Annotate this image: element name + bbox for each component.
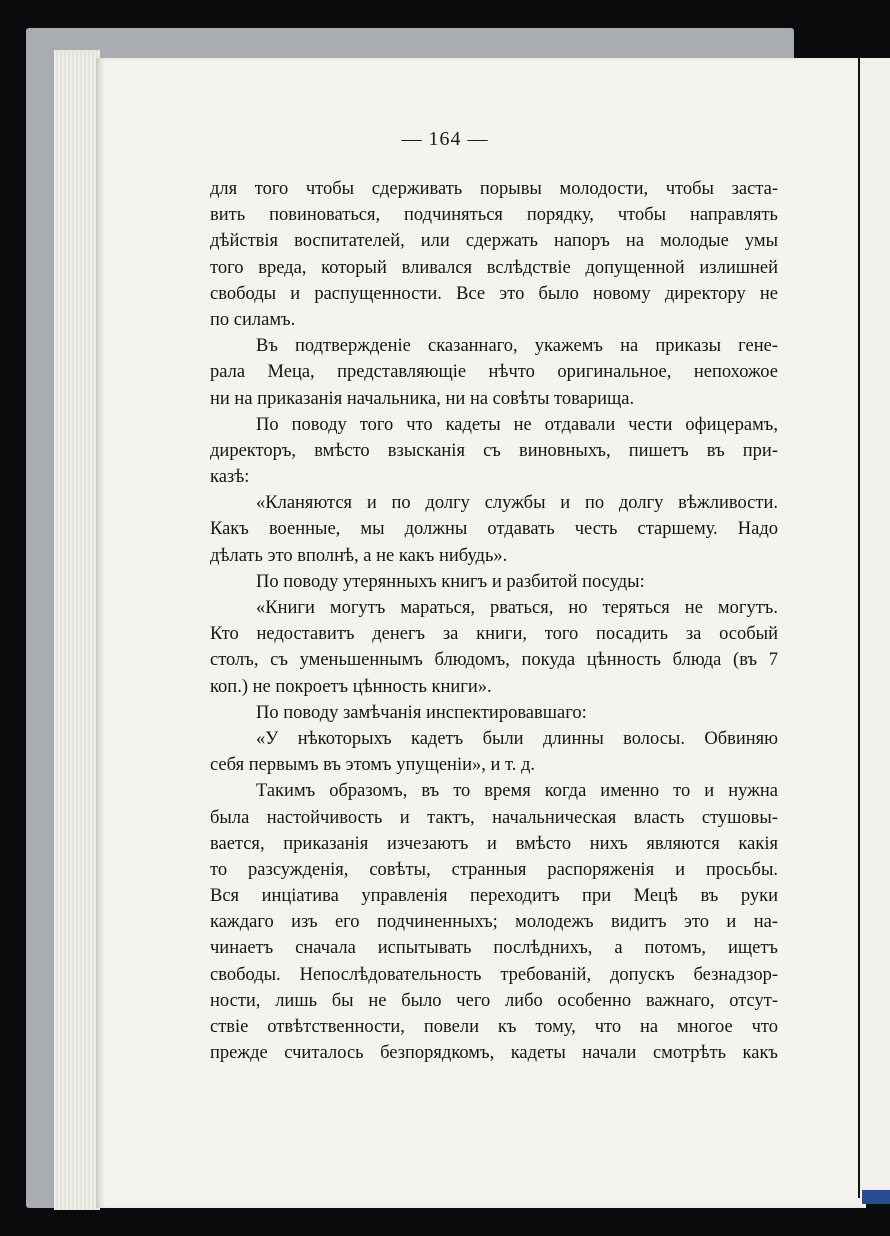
- text-line: по силамъ.: [210, 309, 296, 330]
- text-line: По поводу замѣчанія инспектировавшаго:: [256, 702, 587, 723]
- text-line: дѣлать это вполнѣ, а не какъ нибудь».: [210, 545, 508, 566]
- page-edges: [54, 50, 100, 1210]
- text-line: прежде считалось безпорядкомъ, кадеты начали смотрѣть какъ: [210, 1043, 778, 1064]
- text-line: По поводу того что кадеты не отдавали чести офицерамъ,: [256, 414, 778, 435]
- text-line: того вреда, который вливался вслѣдствіе допущенной излишней: [210, 257, 778, 278]
- next-page-edge: [858, 58, 890, 1198]
- text-line: «Книги могутъ мараться, рваться, но теряться не могутъ.: [256, 598, 778, 618]
- text-line: ствіе отвѣтственности, повели къ тому, что на многое что: [210, 1017, 778, 1037]
- text-line: Какъ военные, мы должны отдавать честь старшему. Надо: [210, 519, 778, 540]
- text-line: себя первымъ въ этомъ упущеніи», и т. д.: [210, 755, 536, 776]
- text-line: ности, лишь бы не было чего либо особенно важнаго, отсут-: [210, 990, 778, 1011]
- text-line: каждаго изъ его подчиненныхъ; молодежъ видитъ это и на-: [210, 912, 778, 933]
- text-line: Кто недоставитъ денегъ за книги, того посадить за особый: [210, 624, 778, 645]
- text-line: была настойчивость и тактъ, начальническая власть стушовы-: [210, 807, 778, 828]
- text-line: коп.) не покроетъ цѣнность книги».: [210, 676, 492, 697]
- text-line: директоръ, вмѣсто взысканія съ виновныхъ, пишетъ въ при-: [210, 440, 778, 461]
- text-line: то разсужденія, совѣты, странныя распоряженія и просьбы.: [210, 859, 778, 880]
- text-line: ни на приказанія начальника, ни на совѣты товарища.: [210, 388, 635, 409]
- text-line: вается, приказанія изчезаютъ и вмѣсто нихъ являются какія: [210, 833, 778, 854]
- text-line: казѣ:: [210, 467, 250, 488]
- text-line: столъ, съ уменьшеннымъ блюдомъ, покуда цѣнность блюда (въ 7: [210, 650, 778, 671]
- body-text: [210, 176, 778, 1066]
- page-number: — 164 —: [401, 128, 489, 150]
- text-line: «У нѣкоторыхъ кадетъ были длинны волосы. Обвиняю: [256, 728, 778, 749]
- text-line: По поводу утерянныхъ книгъ и разбитой посуды:: [256, 571, 645, 592]
- text-line: Въ подтвержденіе сказаннаго, укажемъ на приказы гене-: [256, 336, 778, 357]
- text-line: Такимъ образомъ, въ то время когда именно то и нужна: [256, 781, 778, 802]
- text-line: чинаетъ сначала испытывать послѣднихъ, а потомъ, ищетъ: [210, 938, 778, 959]
- text-line: вить повиноваться, подчиняться порядку, чтобы направлять: [210, 205, 778, 226]
- text-line: для того чтобы сдерживать порывы молодости, чтобы заста-: [210, 179, 778, 199]
- blue-cloth-edge: [862, 1190, 890, 1204]
- text-line: свободы и распущенности. Все это было новому директору не: [210, 283, 778, 304]
- text-line: «Кланяются и по долгу службы и по долгу вѣжливости.: [256, 493, 778, 514]
- text-line: свободы. Непослѣдовательность требованій, допускъ безнадзор-: [210, 964, 778, 985]
- text-line: Вся инціатива управленія переходитъ при Мецѣ въ руки: [210, 886, 778, 907]
- text-line: рала Меца, представляющіе нѣчто оригинальное, непохожое: [210, 362, 778, 383]
- text-line: дѣйствія воспитателей, или сдержать напоръ на молодые умы: [210, 231, 778, 252]
